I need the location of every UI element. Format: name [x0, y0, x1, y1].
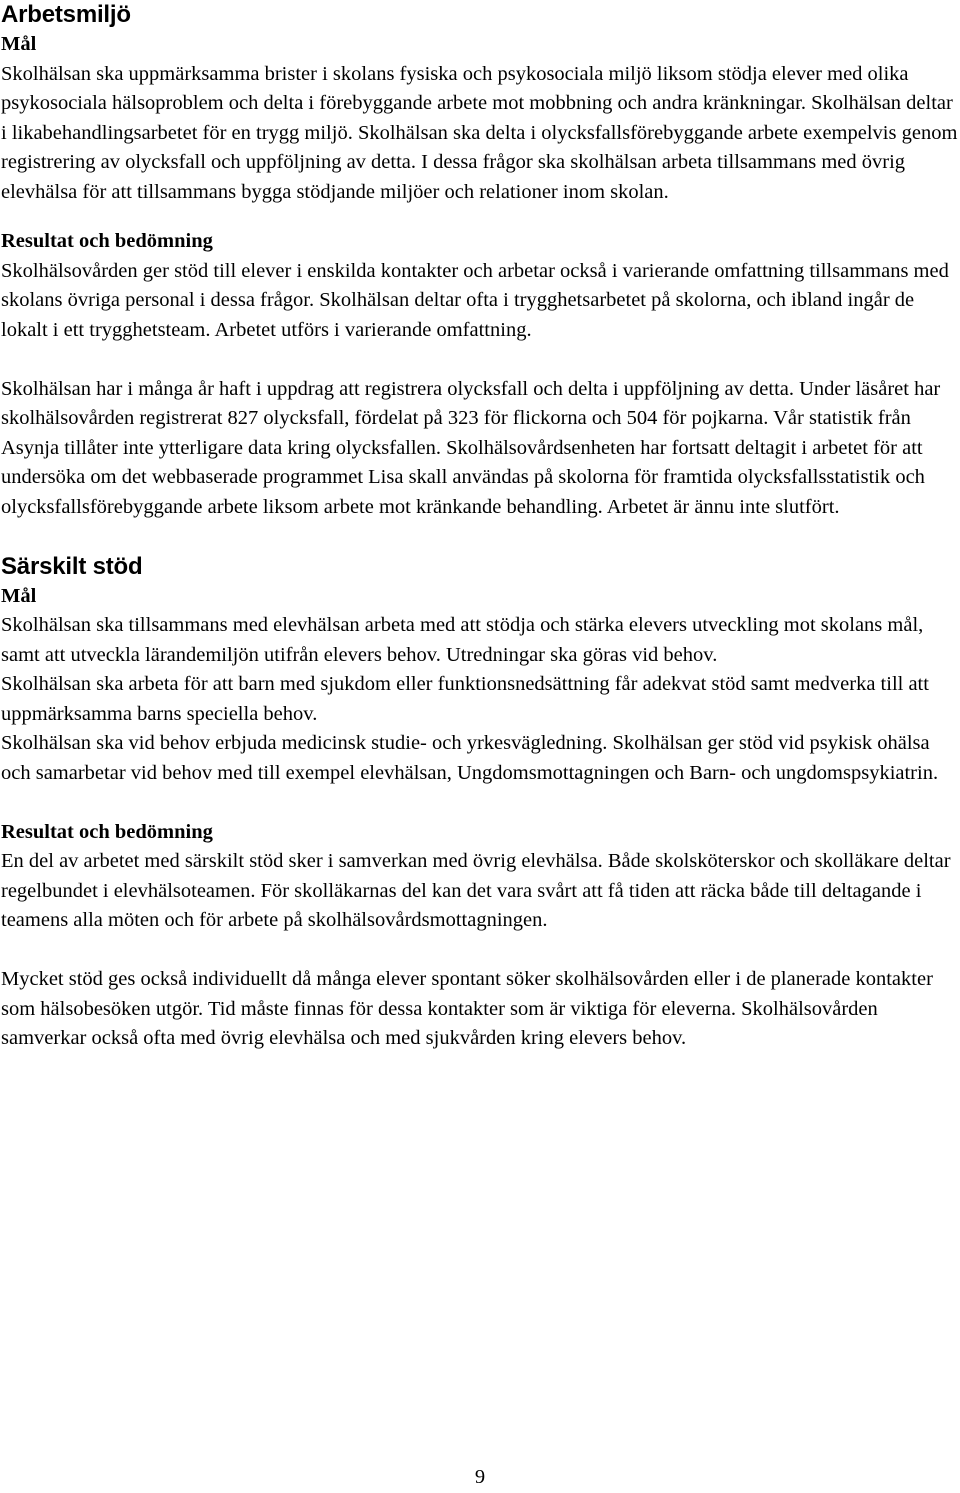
- paragraph-arbetsmiljo-resultat-2: Skolhälsan har i många år haft i uppdrag att registrera olycksfall och delta i uppföljning av detta. Under läsåret har skolhälsovården registrerat 827 olycksfall, fördelat på 323 för flickorna och 504 för pojkarna. Vår statistik från Asynja tillåter inte ytterligare data kring olycksfallen. Skolhälsovårdsenheten har fortsatt deltagit i arbetet för att undersöka om det webbaserade programmet Lisa skall användas på skolorna för framtida olycksfallsstatistik och olycksfallsförebyggande arbete liksom arbete mot kränkande behandling. Arbetet är ännu inte slutfört.: [1, 377, 941, 518]
- paragraph-arbetsmiljo-mal: Skolhälsan ska uppmärksamma brister i skolans fysiska och psykosociala miljö liksom stödja elever med olika psykosociala hälsoproblem och delta i förebyggande arbete mot mobbning och andra kränkningar. Skolhälsan deltar i likabehandlingsarbetet för en trygg miljö. Skolhälsan ska delta i olycksfallsförebyggande arbete exempelvis genom registrering av olycksfall och uppföljning av detta. I dessa frågor ska skolhälsan arbeta tillsammans med övrig elevhälsa för att tillsammans bygga stödjande miljöer och relationer inom skolan.: [1, 62, 958, 203]
- paragraph-arbetsmiljo-resultat-1: Skolhälsovården ger stöd till elever i enskilda kontakter och arbetar också i varierande omfattning tillsammans med skolans övriga personal i dessa frågor. Skolhälsan deltar ofta i trygghetsarbetet på skolorna, och ibland ingår de lokalt i ett trygghetsteam. Arbetet utförs i varierande omfattning.: [1, 259, 949, 341]
- paragraph-sarskilt-stod-mal-3: Skolhälsan ska vid behov erbjuda medicinsk studie- och yrkesvägledning. Skolhälsan ger stöd vid psykisk ohälsa och samarbetar vid behov med till exempel elevhälsan, Ungdomsmottagningen och Barn- och ungdomspsykiatrin.: [1, 732, 939, 784]
- spacer: [1, 345, 959, 375]
- subheading-resultat: Resultat och bedömning: [1, 230, 213, 252]
- paragraph-sarskilt-stod-mal-1: Skolhälsan ska tillsammans med elevhälsan arbeta med att stödja och stärka elevers utveckling mot skolans mål, samt att utveckla lärandemiljön utifrån elevers behov. Utredningar ska göras vid behov.: [1, 614, 924, 666]
- spacer: [1, 936, 959, 966]
- subheading-mal: Mål: [1, 33, 37, 55]
- paragraph-sarskilt-stod-resultat-2: Mycket stöd ges också individuellt då många elever spontant söker skolhälsovården eller i de planerade kontakter som hälsobesöken utgör. Tid måste finnas för dessa kontakter som är viktiga för eleverna. Skolhälsovården samverkar också ofta med övrig elevhälsa och med sjukvården kring elevers behov.: [1, 968, 933, 1049]
- spacer: [1, 788, 959, 818]
- spacer: [1, 207, 959, 227]
- paragraph-sarskilt-stod-mal-2: Skolhälsan ska arbeta för att barn med sjukdom eller funktionsnedsättning får adekvat stöd samt medverka till att uppmärksamma barns speciella behov.: [1, 673, 929, 725]
- spacer: [1, 522, 959, 552]
- subheading-mal: Mål: [1, 584, 37, 607]
- subheading-resultat: Resultat och bedömning: [1, 820, 213, 843]
- section-heading-arbetsmiljo: Arbetsmiljö: [1, 1, 131, 28]
- paragraph-sarskilt-stod-resultat-1: En del av arbetet med särskilt stöd sker i samverkan med övrig elevhälsa. Både skolsköterskor och skolläkare deltar regelbundet i elevhälsoteamen. För skolläkarnas del kan det vara svårt att få tiden att räcka både till deltagande i teamens alla möten och för arbete på skolhälsovårdsmottagningen.: [1, 850, 951, 931]
- section-heading-sarskilt-stod: Särskilt stöd: [1, 552, 143, 580]
- page-number: 9: [474, 1466, 486, 1488]
